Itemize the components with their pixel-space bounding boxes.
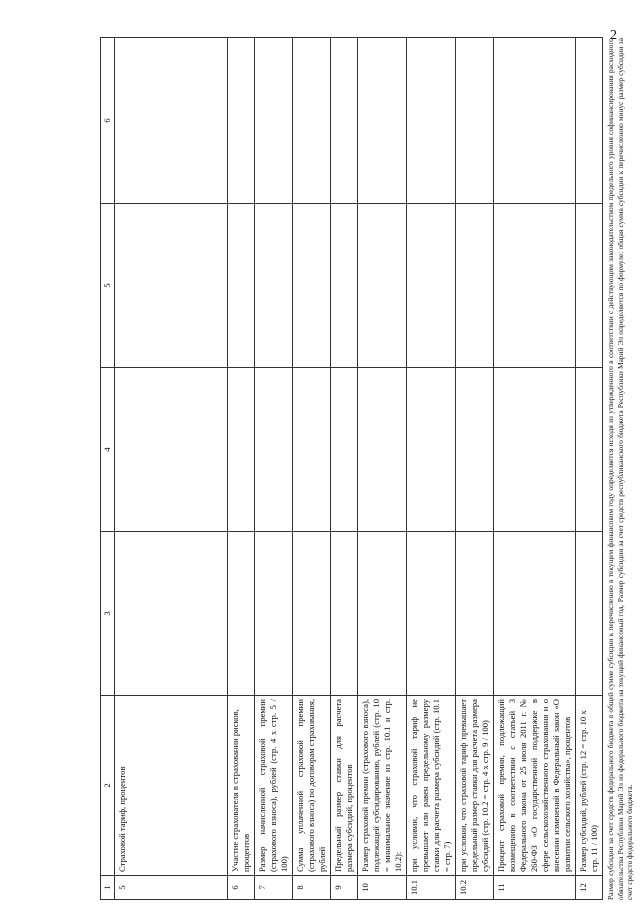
table-row [358,38,407,900]
column-header: 2 [101,696,115,876]
row-description: Размер начисленной страховой премии (страхового взноса), рублей (стр. 4 х стр. 5 / 100) [255,696,293,876]
table-row [456,38,494,900]
table-row [293,38,331,900]
row-description: при условии, что страховой тариф превышает предельный размер ставки для расчета размера субсидий (стр. 10.2 = стр. 4 х стр. 9 / 100) [456,696,494,876]
table-row [407,38,456,900]
table-row [115,38,228,900]
row-description: Страховой тариф, процентов [115,696,228,876]
row-number: 12 [576,876,603,900]
row-number: 7 [255,876,293,900]
row-number: 9 [331,876,358,900]
subsidy-calculation-table [100,37,603,900]
table-row [576,38,603,900]
column-header: 1 [101,876,115,900]
column-header: 6 [101,38,115,204]
row-description: Сумма уплаченной страховой премии (страхового взноса) по договорам страхования, рублей [293,696,331,876]
row-description: Размер субсидий, рублей (стр. 12 = стр. 10 х стр. 11 / 100) [576,696,603,876]
row-number: 11 [494,876,576,900]
row-description: Предельный размер ставки для расчета размера субсидий, процентов [331,696,358,876]
row-number: 10.1 [407,876,456,900]
table-row [255,38,293,900]
page-number: 2 [610,28,617,43]
table-header-row [101,38,115,900]
row-number: 10 [358,876,407,900]
row-number: 6 [228,876,255,900]
row-number: 5 [115,876,228,900]
row-description: при условии, что страховой тариф не превышает или равен предельному размеру ставки для расчета размера субсидий (стр. 10.1 = стр. 7) [407,696,456,876]
row-description: Процент страховой премии, подлежащий возмещению в соответствии с статьей 3 Федерального закона от 25 июля 2011 г. № 260-ФЗ «О государственной поддержке в сфере сельскохозяйственного страхования и о внесении изменений в Федеральный закон «О развитии сельского хозяйства», процентов [494,696,576,876]
row-number: 10.2 [456,876,494,900]
row-description: Участие страхователя в страховании рисков, процентов [228,696,255,876]
footnote: Размер субсидии за счет средств федерального бюджета в общей сумме субсидии к перечислению в текущем финансовом году определяется исходя из утвержденного в соответствии с действующим законодательством предельного уровня софинансирования расходного обязательства Республики Марий Эл из федерального бюджета на текущий финансовый год. Размер субсидии за счет средств республиканского бюджета Республики Марий Эл определяется по формуле: общая сумма субсидии к перечислению минус размер субсидии за счет средств федерального бюджета. [606,38,635,900]
rotated-page [100,35,635,900]
column-header: 4 [101,368,115,532]
row-number: 8 [293,876,331,900]
table-row [331,38,358,900]
row-description: Размер страховой премии (страхового взноса), подлежащей субсидированию, рублей (стр. 10 = минимальное значение из стр. 10.1 и стр. 10.2): [358,696,407,876]
table-row [228,38,255,900]
table-row [494,38,576,900]
column-header: 5 [101,204,115,368]
column-header: 3 [101,532,115,696]
